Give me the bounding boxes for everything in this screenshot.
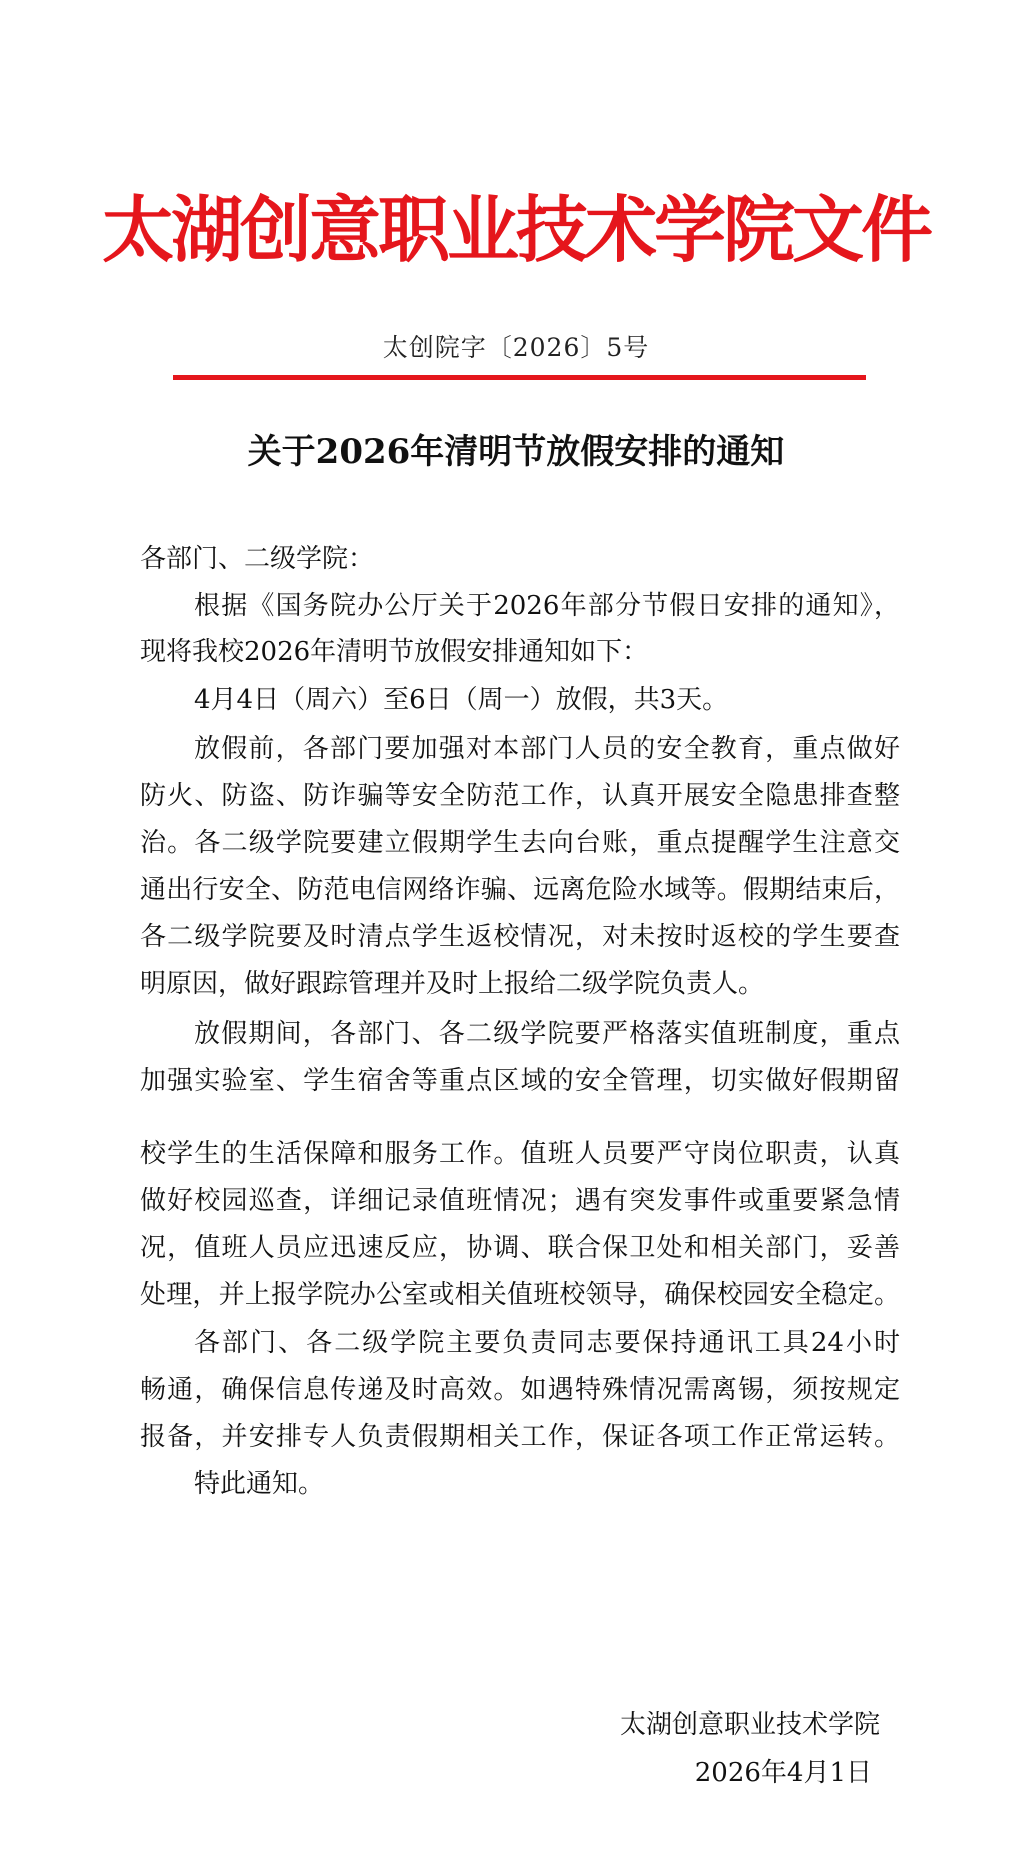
paragraph-line: 畅通，确保信息传递及时高效。如遇特殊情况需离锡，须按规定 (140, 1375, 900, 1405)
paragraph-line: 放假期间，各部门、各二级学院要严格落实值班制度，重点 (194, 1019, 900, 1049)
paragraph-line: 防火、防盗、防诈骗等安全防范工作，认真开展安全隐患排查整 (140, 781, 900, 811)
signature-date: 2026年4月1日 (694, 1758, 872, 1788)
paragraph-line: 报备，并安排专人负责假期相关工作，保证各项工作正常运转。 (140, 1422, 900, 1452)
paragraph-line: 明原因，做好跟踪管理并及时上报给二级学院负责人。 (140, 969, 765, 999)
paragraph-line: 现将我校2026年清明节放假安排通知如下： (140, 637, 649, 667)
paragraph-line: 各二级学院要及时清点学生返校情况，对未按时返校的学生要查 (140, 922, 900, 952)
notice-title: 关于2026年清明节放假安排的通知 (247, 432, 785, 472)
paragraph-line: 加强实验室、学生宿舍等重点区域的安全管理，切实做好假期留 (140, 1066, 900, 1096)
document-number: 太创院字〔2026〕5号 (382, 333, 650, 362)
red-divider-line (173, 375, 866, 380)
closing-line: 特此通知。 (194, 1469, 325, 1499)
paragraph-line: 处理，并上报学院办公室或相关值班校领导，确保校园安全稳定。 (140, 1280, 900, 1310)
paragraph-line: 各部门、各二级学院主要负责同志要保持通讯工具24小时 (194, 1328, 900, 1358)
paragraph-line: 做好校园巡查，详细记录值班情况；遇有突发事件或重要紧急情 (140, 1186, 900, 1216)
signature-organization: 太湖创意职业技术学院 (619, 1710, 880, 1740)
masthead-title: 太湖创意职业技术学院文件 (101, 187, 930, 272)
salutation: 各部门、二级学院： (140, 544, 375, 574)
paragraph-line: 4月4日（周六）至6日（周一）放假，共3天。 (194, 685, 729, 715)
paragraph-line: 通出行安全、防范电信网络诈骗、远离危险水域等。假期结束后， (140, 875, 900, 905)
paragraph-line: 治。各二级学院要建立假期学生去向台账，重点提醒学生注意交 (140, 828, 900, 858)
paragraph-line: 放假前，各部门要加强对本部门人员的安全教育，重点做好 (194, 734, 900, 764)
paragraph-line: 况，值班人员应迅速反应，协调、联合保卫处和相关部门，妥善 (140, 1233, 900, 1263)
paragraph-line: 校学生的生活保障和服务工作。值班人员要严守岗位职责，认真 (140, 1139, 900, 1169)
paragraph-line: 根据《国务院办公厅关于2026年部分节假日安排的通知》， (194, 591, 900, 621)
